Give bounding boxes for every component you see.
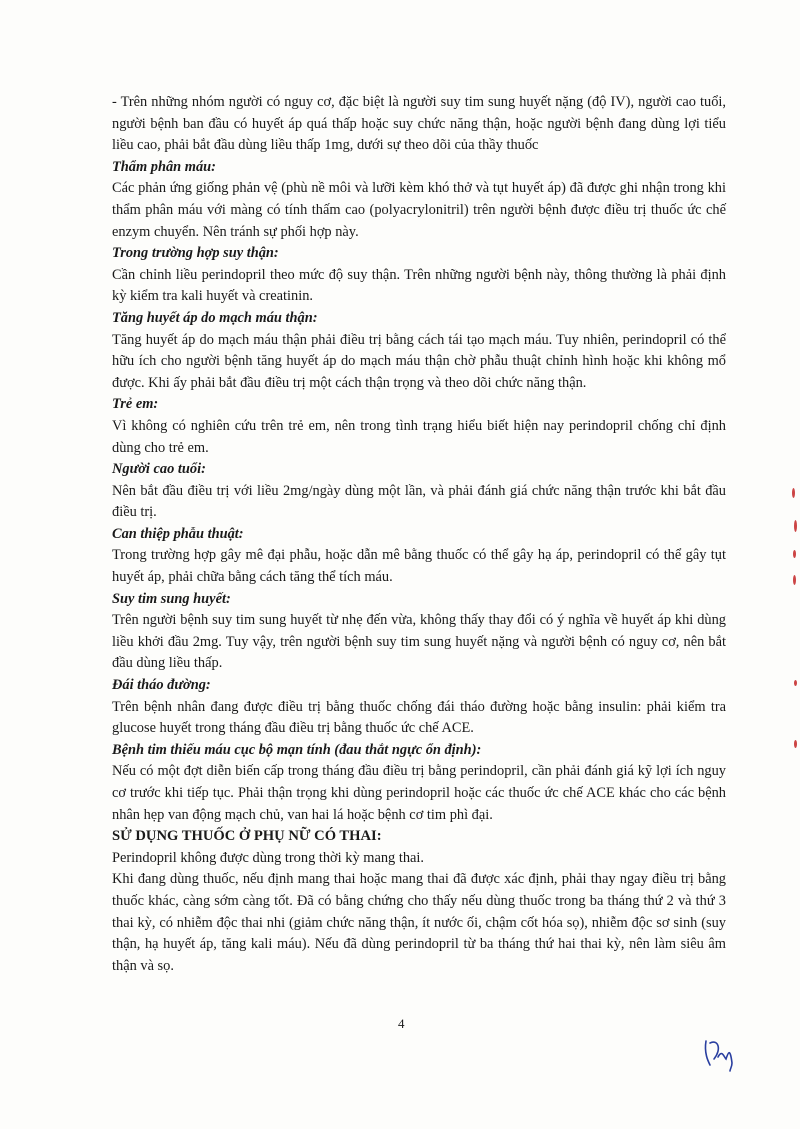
paragraph: Nên bắt đầu điều trị với liều 2mg/ngày dùng một lần, và phải đánh giá chức năng thận trước khi bắt đầu điều trị. xyxy=(112,482,726,521)
section-heading-renal-failure: Trong trường hợp suy thận: xyxy=(112,245,279,262)
section-heading-dialysis: Thẩm phân máu: xyxy=(112,158,216,175)
section-heading-children: Trẻ em: xyxy=(112,396,159,413)
paragraph: - Trên những nhóm người có nguy cơ, đặc biệt là người suy tim sung huyết nặng (độ IV), người cao tuổi, người bệnh ban đầu có huyết áp quá thấp hoặc suy chức năng thận, hoặc người bệnh đang dùng lợi tiểu liều cao, phải bắt đầu dùng liều thấp 1mg, dưới sự theo dõi của thầy thuốc xyxy=(112,94,726,154)
paragraph: Perindopril không được dùng trong thời kỳ mang thai. xyxy=(112,849,424,866)
section-heading-heart-failure: Suy tim sung huyết: xyxy=(112,590,231,607)
scan-edge-marks xyxy=(788,480,800,800)
section-heading-ischemic-heart-disease: Bệnh tim thiếu máu cục bộ mạn tính (đau thắt ngực ổn định): xyxy=(112,741,482,758)
section-heading-renovascular-hypertension: Tăng huyết áp do mạch máu thận: xyxy=(112,309,318,326)
section-heading-diabetes: Đái tháo đường: xyxy=(112,677,211,694)
paragraph: Vì không có nghiên cứu trên trẻ em, nên trong tình trạng hiểu biết hiện nay perindopril chống chỉ định dùng cho trẻ em. xyxy=(112,417,726,456)
paragraph: Trên người bệnh suy tim sung huyết từ nhẹ đến vừa, không thấy thay đổi có ý nghĩa về huyết áp khi dùng liều khởi đầu 2mg. Tuy vậy, trên người bệnh suy tim sung huyết nặng và người bệnh có nguy cơ, nên bắt đầu dùng liều thấp. xyxy=(112,612,726,672)
section-heading-elderly: Người cao tuổi: xyxy=(112,461,206,478)
signature-mark xyxy=(700,1035,744,1073)
paragraph: Nếu có một đợt diễn biến cấp trong tháng đầu điều trị bằng perindopril, cần phải đánh giá kỹ lợi ích nguy cơ trước khi tiếp tục. Phải thận trọng khi dùng perindopril hoặc các thuốc ức chế ACE khác cho các bệnh nhân hẹp van động mạch chủ, van hai lá hoặc bệnh cơ tim phì đại. xyxy=(112,763,726,823)
section-heading-pregnancy: SỬ DỤNG THUỐC Ở PHỤ NỮ CÓ THAI: xyxy=(112,828,382,845)
paragraph: Cần chỉnh liều perindopril theo mức độ suy thận. Trên những người bệnh này, thông thường là phải định kỳ kiểm tra kali huyết và creatinin. xyxy=(112,266,726,305)
paragraph: Các phản ứng giống phản vệ (phù nề môi và lưỡi kèm khó thở và tụt huyết áp) đã được ghi nhận trong khi thẩm phân máu với màng có tính thấm cao (polyacrylonitril) trên người bệnh được điều trị thuốc ức chế enzym chuyển. Nên tránh sự phối hợp này. xyxy=(112,180,726,240)
section-heading-surgery: Can thiệp phẫu thuật: xyxy=(112,525,244,542)
paragraph: Trên bệnh nhân đang được điều trị bằng thuốc chống đái tháo đường hoặc bằng insulin: phải kiểm tra glucose huyết trong tháng đầu điều trị bằng thuốc ức chế ACE. xyxy=(112,698,726,737)
paragraph: Khi đang dùng thuốc, nếu định mang thai hoặc mang thai đã được xác định, phải thay ngay điều trị bằng thuốc khác, càng sớm càng tốt. Đã có bằng chứng cho thấy nếu dùng thuốc trong ba tháng thứ 2 và thứ 3 thai kỳ, có nhiễm độc thai nhi (giảm chức năng thận, ít nước ối, chậm cốt hóa sọ), nhiễm độc sơ sinh (suy thận, hạ huyết áp, tăng kali máu). Nếu đã dùng perindopril từ ba tháng thứ hai thai kỳ, nên làm siêu âm thận và sọ. xyxy=(112,871,726,974)
page-number: 4 xyxy=(398,1016,405,1031)
document-body xyxy=(112,92,726,977)
paragraph: Tăng huyết áp do mạch máu thận phải điều trị bằng cách tái tạo mạch máu. Tuy nhiên, perindopril có thể hữu ích cho người bệnh tăng huyết áp do mạch máu thận chờ phẫu thuật chỉnh hình hoặc khi không mổ được. Khi ấy phải bắt đầu điều trị một cách thận trọng và theo dõi chức năng thận. xyxy=(112,331,726,391)
paragraph: Trong trường hợp gây mê đại phẫu, hoặc dẫn mê bằng thuốc có thể gây hạ áp, perindopril có thể gây tụt huyết áp, phải chữa bằng cách tăng thể tích máu. xyxy=(112,547,726,586)
